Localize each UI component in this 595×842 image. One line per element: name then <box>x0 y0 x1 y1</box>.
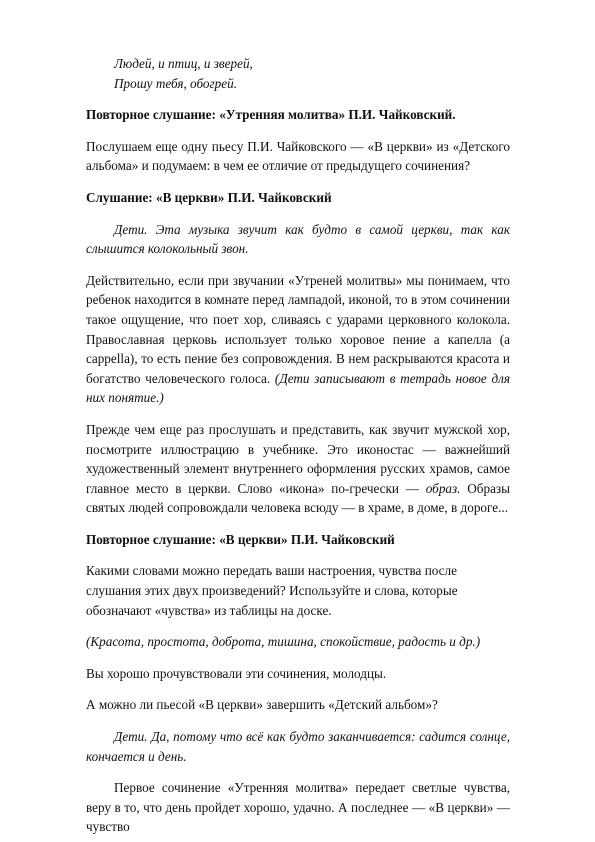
paragraph-iconostasis-tail: Образы святых людей сопровождали человека всюду — в храме, в доме, в дороге... <box>86 480 510 516</box>
paragraph-praise: Вы хорошо прочувствовали эти сочинения, молодцы. <box>86 665 387 681</box>
paragraph-iconostasis-word: образ. <box>425 480 461 496</box>
poem-line: Людей, и птиц, и зверей, <box>114 56 253 71</box>
children-answer-ending: Дети. Да, потому что всё как будто заканчивается: садится солнце, кончается и день. <box>86 729 510 764</box>
paragraph-album-question: А можно ли пьесой «В церкви» завершить «Детский альбом»? <box>86 697 438 713</box>
paragraph-a-cappella <box>86 271 510 408</box>
paragraph-comparison: Первое сочинение «Утренняя молитва» передает светлые чувства, веру в то, что день пройдет хорошо, удачно. А последнее — «В церкви» — чувство <box>86 780 510 835</box>
children-answer-bells: Дети. Эта музыка звучит как будто в самой церкви, так как слышится колокольный звон. <box>86 221 510 257</box>
poem-fragment <box>114 54 510 93</box>
document-content <box>86 54 510 837</box>
poem-line: Прошу тебя, обогрей. <box>114 75 238 91</box>
heading-repeat-morning-prayer: Повторное слушание: «Утренняя молитва» П.И. Чайковский. <box>86 107 456 123</box>
paragraph-listen-in-church: Послушаем еще одну пьесу П.И. Чайковского — «В церкви» из «Детского альбома» и подумаем: в чем ее отличие от предыдущего сочинения? <box>86 138 510 174</box>
paragraph-iconostasis-text: Прежде чем еще раз прослушать и представить, как звучит мужской хор, посмотрите иллюстрацию в учебнике. Это иконостас — важнейший художественный элемент внутреннего оформления русских храмов, самое главное место в церкви. Слово «икона» по-гречески — <box>86 421 510 496</box>
heading-repeat-in-church: Повторное слушание: «В церкви» П.И. Чайковский <box>86 531 395 547</box>
paragraph-a-cappella-note: (Дети записывают в тетрадь новое для них понятие.) <box>86 370 510 406</box>
feelings-list: (Красота, простота, доброта, тишина, спокойствие, радость и др.) <box>86 634 481 650</box>
heading-listening-in-church: Слушание: «В церкви» П.И. Чайковский <box>86 189 332 205</box>
paragraph-feelings-question: Какими словами можно передать ваши настроения, чувства после слушания этих двух произведений? Используйте и слова, которые обозначают «чувства» из таблицы на доске. <box>86 563 458 618</box>
paragraph-iconostasis <box>86 420 510 518</box>
paragraph-a-cappella-text: Действительно, если при звучании «Утреней молитвы» мы понимаем, что ребенок находится в комнате перед лампадой, иконой, то в этом сочинении такое ощущение, что поет хор, сливаясь с ударами церковного колокола. Православная церковь использует только хоровое пение а капелла (a cappella), то есть пение без сопровождения. В нем раскрываются красота и богатство человеческого голоса. <box>86 272 510 386</box>
